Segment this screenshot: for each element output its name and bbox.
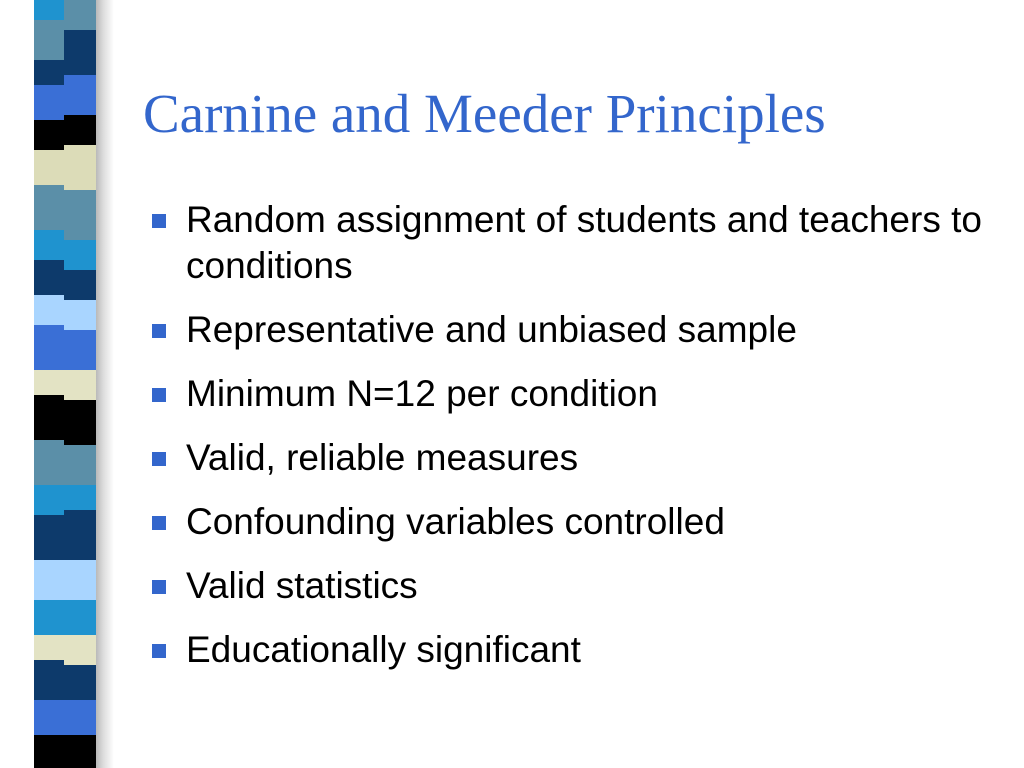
- bullet-text: Representative and unbiased sample: [186, 309, 797, 350]
- stripe: [34, 395, 64, 440]
- square-bullet-icon: [152, 516, 166, 530]
- stripe: [34, 485, 64, 515]
- bullet-text: Random assignment of students and teachers to conditions: [186, 199, 982, 286]
- stripe: [34, 230, 64, 260]
- stripe: [34, 440, 64, 485]
- stripe: [34, 560, 64, 600]
- stripe: [34, 660, 64, 700]
- bullet-item: [152, 371, 982, 417]
- stripe: [34, 150, 64, 185]
- bullet-text: Educationally significant: [186, 629, 581, 670]
- stripe: [34, 60, 64, 85]
- square-bullet-icon: [152, 452, 166, 466]
- square-bullet-icon: [152, 580, 166, 594]
- square-bullet-icon: [152, 324, 166, 338]
- bullet-item: [152, 627, 982, 673]
- bullet-item: [152, 499, 982, 545]
- stripe: [34, 85, 64, 120]
- stripe: [34, 515, 64, 560]
- stripe: [34, 700, 64, 735]
- stripe: [34, 260, 64, 295]
- decorative-stripe-bar: [0, 0, 115, 768]
- square-bullet-icon: [152, 214, 166, 228]
- stripe: [34, 120, 64, 150]
- stripe: [34, 370, 64, 395]
- stripe: [34, 600, 64, 635]
- stripe: [34, 635, 64, 660]
- bullet-text: Valid statistics: [186, 565, 418, 606]
- stripe: [34, 325, 64, 370]
- bullet-list: [152, 197, 982, 691]
- bullet-text: Confounding variables controlled: [186, 501, 725, 542]
- stripe: [34, 735, 64, 768]
- stripe: [34, 295, 64, 325]
- bullet-text: Valid, reliable measures: [186, 437, 579, 478]
- bullet-item: [152, 435, 982, 481]
- stripe-bar-shadow: [96, 0, 114, 768]
- slide-title: Carnine and Meeder Principles: [143, 83, 826, 144]
- bullet-item: [152, 563, 982, 609]
- stripe: [34, 0, 64, 20]
- square-bullet-icon: [152, 644, 166, 658]
- square-bullet-icon: [152, 388, 166, 402]
- bullet-item: [152, 197, 982, 289]
- stripe: [34, 185, 64, 230]
- bullet-text: Minimum N=12 per condition: [186, 373, 658, 414]
- stripe: [34, 20, 64, 60]
- bullet-item: [152, 307, 982, 353]
